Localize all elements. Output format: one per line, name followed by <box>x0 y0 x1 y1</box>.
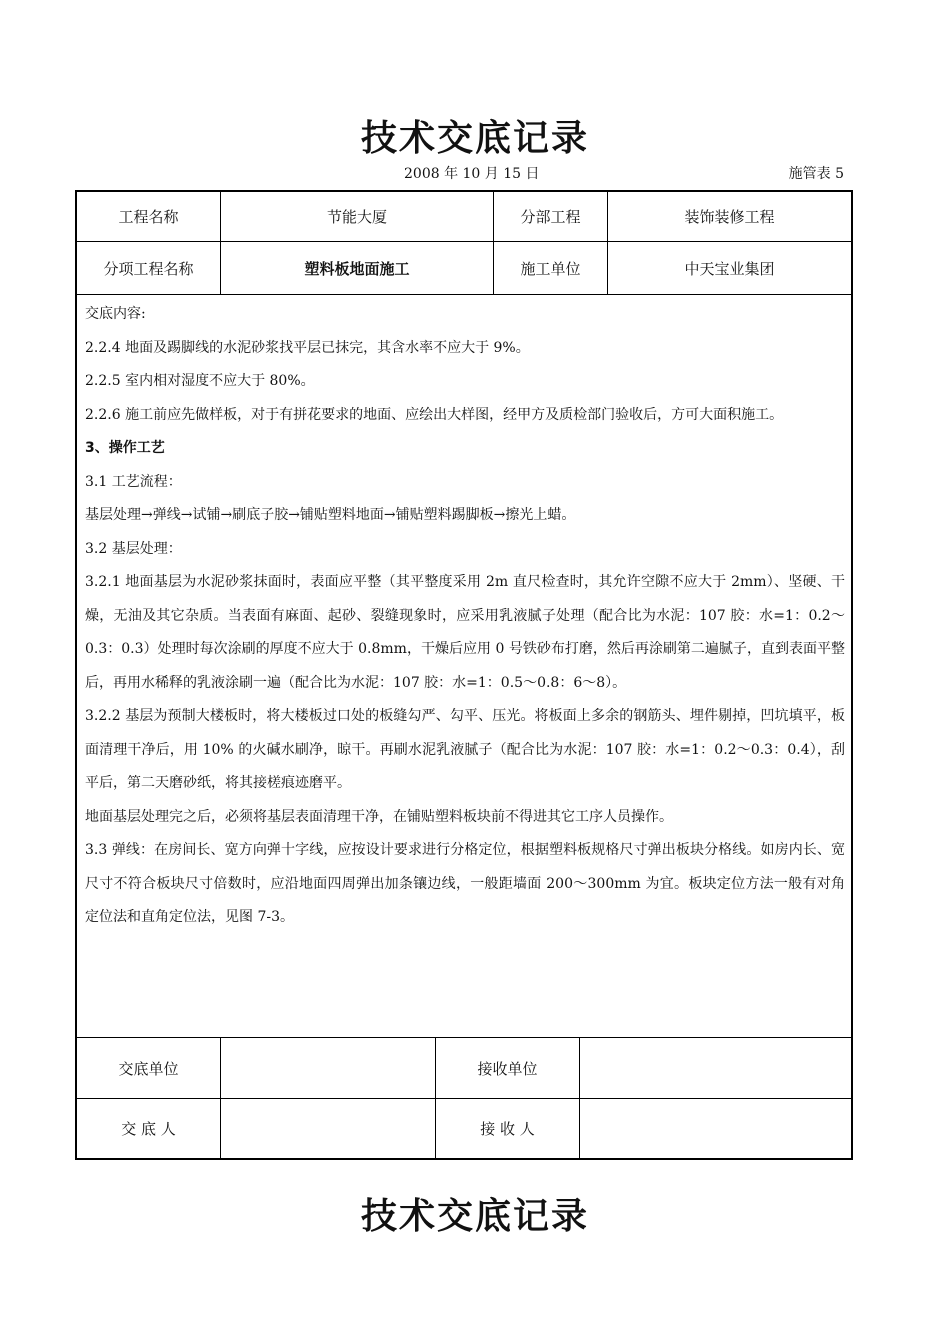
issuer-person-label: 交 底 人 <box>121 1120 176 1138</box>
content-paragraph: 2.2.6 施工前应先做样板，对于有拼花要求的地面、应绘出大样图，经甲方及质检部门验收后，方可大面积施工。 <box>85 406 784 423</box>
content-paragraph: 地面基层处理完之后，必须将基层表面清理干净，在铺贴塑料板块前不得进其它工序人员操作。 <box>85 808 673 825</box>
receiver-unit-field[interactable] <box>580 1038 851 1098</box>
content-paragraph: 2.2.4 地面及踢脚线的水泥砂浆找平层已抹完，其含水率不应大于 9%。 <box>85 339 530 356</box>
content-paragraph: 3.1 工艺流程： <box>85 473 182 490</box>
project-name-value: 节能大厦 <box>326 208 387 226</box>
content-paragraph: 2.2.5 室内相对湿度不应大于 80%。 <box>85 373 315 389</box>
receiver-person-label: 接 收 人 <box>480 1120 535 1138</box>
receiver-person-field[interactable] <box>580 1099 851 1158</box>
next-page-title: 技术交底记录 <box>360 1196 589 1237</box>
subitem-label: 分项工程名称 <box>103 259 194 278</box>
division-value: 装饰装修工程 <box>684 208 775 226</box>
grid-line <box>77 294 851 295</box>
content-paragraph: 基层处理→弹线→试铺→刷底子胶→铺贴塑料地面→铺贴塑料踢脚板→擦光上蜡。 <box>85 507 576 523</box>
form-number: 施管表 5 <box>788 166 844 182</box>
record-date: 2008 年 10 月 15 日 <box>404 166 540 182</box>
content-paragraph: 3.2.1 地面基层为水泥砂浆抹面时，表面应平整（其平整度采用 2m 直尺检查时，其允许空隙不应大于 2mm）、坚硬、干燥，无油及其它杂质。当表面有麻面、起砂、裂缝现象时，应采用乳液腻子处理（配合比为水泥：107 胶：水=1：0.2～0.3：0.3）处理时每次涂刷的厚度不应大于 0.8mm，干燥后应用 0 号铁砂布打磨，然后再涂刷第二遍腻子，直到表面平整后，再用水稀释的乳液涂刷一遍（配合比为水泥：107 胶：水=1：0.5～0.8：6～8）。 <box>85 574 845 691</box>
document-title: 技术交底记录 <box>360 118 589 159</box>
content-label: 交底内容: <box>85 306 146 322</box>
section-heading: 3、操作工艺 <box>85 440 165 456</box>
issuer-unit-label: 交底单位 <box>118 1059 179 1078</box>
briefing-content <box>85 298 845 935</box>
subitem-value: 塑料板地面施工 <box>304 259 410 278</box>
project-name-label: 工程名称 <box>118 208 179 226</box>
contractor-label: 施工单位 <box>520 259 581 278</box>
receiver-unit-label: 接收单位 <box>477 1059 538 1078</box>
content-paragraph: 3.2.2 基层为预制大楼板时，将大楼板过口处的板缝勾严、勾平、压光。将板面上多余的钢筋头、埋件剔掉，凹坑填平，板面清理干净后，用 10% 的火碱水刷净，晾干。再刷水泥乳液腻子（配合比为水泥：107 胶：水=1：0.2～0.3：0.4），刮平后，第二天磨砂纸，将其接槎痕迹磨平。 <box>85 708 845 791</box>
division-label: 分部工程 <box>520 208 581 226</box>
record-table <box>75 190 853 1160</box>
content-paragraph: 3.2 基层处理： <box>85 540 182 557</box>
content-paragraph: 3.3 弹线：在房间长、宽方向弹十字线，应按设计要求进行分格定位，根据塑料板规格尺寸弹出板块分格线。如房内长、宽尺寸不符合板块尺寸倍数时，应沿地面四周弹出加条镶边线，一般距墙面 200～300mm 为宜。板块定位方法一般有对角定位法和直角定位法，见图 7-3。 <box>85 842 845 925</box>
contractor-value: 中天宝业集团 <box>684 259 775 278</box>
issuer-person-field[interactable] <box>221 1099 435 1158</box>
issuer-unit-field[interactable] <box>221 1038 435 1098</box>
date-line <box>76 163 850 183</box>
